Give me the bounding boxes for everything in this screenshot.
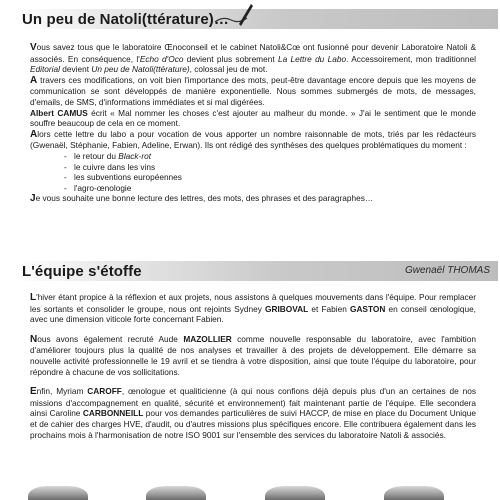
text-span: nfin, Myriam — [36, 386, 88, 397]
text-span: ous avons également recruté Aude — [37, 333, 184, 344]
editorial-paragraph-5 — [30, 193, 476, 205]
text-span: CAROFF — [87, 386, 122, 397]
text-span: les subventions européennes — [74, 172, 182, 183]
portrait-photo — [28, 486, 88, 500]
editorial-paragraph-1 — [30, 42, 476, 75]
text-span: en conseil œnologique, avec une dimension viticole forte concernant Fabien. — [30, 303, 476, 325]
editorial-text — [30, 42, 476, 205]
text-span: CARBONNEILL — [82, 408, 144, 419]
text-span: devient plus sobrement — [183, 53, 278, 64]
spacer — [30, 325, 476, 334]
section-title-team: L'équipe s'étoffe — [22, 263, 142, 280]
text-span: . Accessoirement, mon traditionnel — [346, 53, 476, 64]
text-span: Editorial — [30, 64, 60, 75]
text-span: , œnologue et qualiticienne (à qui nous confions déjà depuis plus d'un an certaines de nos missions d'accompagnement en qualité, sécurité et environnement) fait maintenant partie de l'équipe. Elle secondera ainsi Caroline — [30, 386, 477, 419]
dropcap: A — [30, 74, 38, 86]
text-span: La Lettre du Labo — [277, 53, 347, 64]
text-span: GASTON — [349, 303, 386, 314]
team-paragraph-2 — [30, 334, 476, 377]
text-span: 'hiver étant propice à la réflexion et aux projets, nous assistons à quelques mouvements dans l'équipe. Pour remplacer les sortants et consolider le groupe, nous ont rejoints Sydney — [30, 292, 476, 314]
editorial-paragraph-2 — [30, 75, 476, 108]
dropcap: V — [30, 42, 37, 53]
portrait-photo — [265, 486, 325, 500]
spacer — [30, 377, 476, 386]
text-span: lors cette lettre du labo a pour vocation de vous apporter un nombre raisonnable de mots, triés par les rédacteurs (Gwenaël, Stéphanie, Fabien, Adeline, Erwan). Ils ont rédigé des synthèses des quelques problématiques du moment : — [30, 128, 476, 151]
text-span: MAZOLLIER — [183, 333, 232, 344]
text-span: le cuivre dans les vins — [74, 161, 156, 172]
text-span: Black-rot — [118, 150, 152, 161]
dropcap: E — [30, 386, 37, 398]
text-span: et Fabien — [308, 303, 350, 314]
text-span: écrit « Mal nommer les choses c'est ajouter au malheur du monde. » J'ai le sentiment que le monde souffre beaucoup de cela en ce moment. — [30, 107, 476, 129]
text-span: Echo d'Oco — [139, 53, 184, 64]
dropcap: A — [30, 128, 38, 140]
portrait-photo — [384, 486, 444, 500]
list-item — [74, 151, 476, 162]
team-photos — [0, 486, 500, 500]
list-item — [74, 172, 476, 183]
section-title-editorial: Un peu de Natoli(ttérature)… — [22, 11, 229, 28]
text-span: ous savez tous que le laboratoire Œnoconseil et le cabinet Natoli&Cœ ont fusionné pour devenir Laboratoire Natoli & associés. En conséquence, l' — [30, 42, 476, 64]
list-item — [74, 183, 476, 194]
dropcap: N — [30, 333, 38, 345]
text-span: pour vos demandes particulières de suivi HACCP, de mise en place du Document Unique et de cahier des charges HVE, d'audit, ou d'autres missions plus spécifiques encore. Elle contribuera également dans les prochains mois à l'harmonisation de notre ISO 9001 sur l'ensemble des services du laboratoire Natoli & associés. — [30, 408, 476, 440]
team-text — [30, 292, 476, 440]
text-span: GRIBOVAL — [265, 303, 309, 314]
list-item — [74, 162, 476, 173]
text-span: devient — [59, 64, 92, 75]
text-span: comme nouvelle responsable du laboratoire, avec l'ambition d'améliorer toujours plus la qualité de nos analyses et travailler à des projets de développement. Elle démarre sa nouvelle activité professionnelle le 19 avril et se tiendra à votre disposition, ainsi que toute l'équipe du laboratoire, pour répondre à chacune de vos sollicitations. — [30, 333, 477, 377]
text-span: le retour du — [74, 150, 119, 161]
editorial-paragraph-4 — [30, 129, 476, 151]
dropcap: L — [30, 292, 37, 303]
text-span: Un peu de Natoli(ttérature) — [91, 64, 190, 75]
team-paragraph-3 — [30, 386, 476, 440]
text-span: travers ces modifications, on voit bien l'importance des mots, peut-être davantage encore depuis que les moyens de communication se sont développés de manière exponentielle. Nous sommes submergés de mots, de messages, d'emails, de SMS, d'informations immédiates et si mal digérées. — [30, 74, 476, 107]
portrait-photo — [146, 486, 206, 500]
author-name: Gwenaël THOMAS — [404, 265, 490, 276]
text-span: , colossal jeu de mot. — [189, 64, 268, 75]
topics-list — [30, 151, 476, 193]
text-span: l'agro-œnologie — [74, 182, 132, 193]
editorial-paragraph-3 — [30, 108, 476, 129]
text-span: e vous souhaite une bonne lecture des lettres, des mots, des phrases et des paragraphes… — [35, 193, 374, 204]
team-paragraph-1 — [30, 292, 476, 325]
text-span: Albert CAMUS — [30, 107, 88, 118]
pen-icon — [213, 2, 253, 26]
dropcap: J — [30, 193, 36, 205]
